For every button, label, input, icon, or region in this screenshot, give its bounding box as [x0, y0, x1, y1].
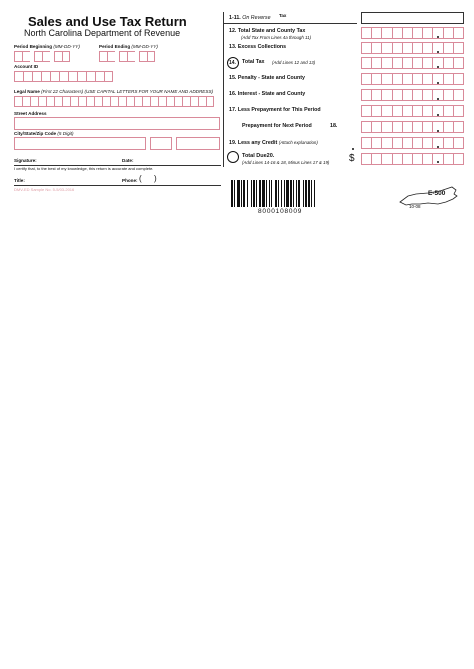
line-14-decimal: [437, 66, 439, 68]
line-11-tax: Tax: [279, 13, 287, 18]
street-address-field[interactable]: [14, 117, 220, 130]
north-carolina-outline-icon: [398, 182, 460, 213]
barcode-number: 8000108009: [258, 208, 303, 215]
line-20-field[interactable]: [361, 153, 464, 165]
line-14-label: Total Tax: [242, 59, 265, 65]
legal-name-field[interactable]: [14, 96, 214, 107]
line-16-decimal: [437, 98, 439, 100]
line-12-field[interactable]: [361, 27, 464, 39]
line-16-label: 16. Interest - State and County: [229, 91, 306, 97]
period-beginning-label: Period Beginning (MM-DD-YY): [14, 44, 80, 49]
barcode: [231, 180, 350, 207]
line-17-label: 17. Less Prepayment for This Period: [229, 107, 321, 113]
line-13-decimal: [437, 51, 439, 53]
title-line: [14, 185, 221, 186]
phone-paren-open: (: [139, 174, 142, 183]
city-state-zip-label: City/State/Zip Code (5 Digit): [14, 131, 74, 136]
line-15-decimal: [437, 82, 439, 84]
line-14-number: 14.: [229, 60, 236, 66]
line-19-field[interactable]: [361, 137, 464, 149]
line-20-label: Total Due20.: [242, 153, 275, 159]
account-id-field[interactable]: [14, 71, 113, 82]
footnote: DMV-ED Sample No. 5-5/03-2016: [14, 187, 75, 192]
street-address-label: Street Address: [14, 111, 47, 116]
line-14-field[interactable]: [361, 57, 464, 69]
phone-paren-close: ): [154, 174, 157, 183]
period-ending-label: Period Ending (MM-DD-YY): [99, 44, 158, 49]
period-ending-field[interactable]: [99, 51, 155, 62]
line-17-decimal: [437, 114, 439, 116]
line-14-note: (Add Lines 12 and 13): [272, 60, 316, 65]
line-18-label: Prepayment for Next Period: [242, 123, 312, 129]
line-15-field[interactable]: [361, 73, 464, 85]
title-label: Title:: [14, 178, 25, 183]
signature-label: Signature:: [14, 158, 37, 163]
form-title: Sales and Use Tax Return: [28, 14, 187, 29]
dollar-sign: $: [349, 153, 355, 164]
form-code: E-500: [428, 190, 446, 197]
state-field[interactable]: [150, 137, 172, 150]
line-16-field[interactable]: [361, 89, 464, 101]
line-12-label: 12. Total State and County Tax: [229, 28, 306, 34]
form-revision: 10-08: [409, 204, 421, 209]
line-13-label: 13. Excess Collections: [229, 44, 287, 50]
line-20-circle: [227, 151, 239, 163]
period-beginning-field[interactable]: [14, 51, 70, 62]
column-divider: [223, 12, 224, 167]
line-18-decimal: [437, 130, 439, 132]
line-19-decimal: [437, 146, 439, 148]
line-11-underline: [223, 23, 357, 24]
line-13-field[interactable]: [361, 42, 464, 54]
account-id-label: Account ID: [14, 64, 39, 69]
line-19-marker: [352, 148, 354, 150]
line-20-decimal: [437, 161, 439, 163]
line-18-field[interactable]: [361, 121, 464, 133]
legal-name-label: Legal Name (First 22 Characters) (USE CAPITAL LETTERS FOR YOUR NAME AND ADDRESS): [14, 89, 214, 94]
line-19-label: 19. Less any Credit (Attach explanation): [229, 140, 318, 146]
phone-label: Phone:: [122, 178, 138, 183]
date-label: Date:: [122, 158, 134, 163]
line-20-note: (Add Lines 14-16 & 18, Minus Lines 17 & 19): [242, 160, 330, 165]
line-18-number: 18.: [330, 123, 338, 129]
certify-statement: I certify that, to the best of my knowledge, this return is accurate and complete.: [14, 166, 154, 171]
line-11-field[interactable]: [361, 12, 464, 24]
zip-field[interactable]: [176, 137, 220, 150]
line-11-label: 1-11. On Reverse: [229, 15, 271, 21]
line-15-label: 15. Penalty - State and County: [229, 75, 305, 81]
city-field[interactable]: [14, 137, 146, 150]
form-subtitle: North Carolina Department of Revenue: [24, 28, 181, 38]
line-12-note: (Add Tax From Lines 4a through 11): [241, 35, 312, 40]
line-17-field[interactable]: [361, 105, 464, 117]
line-12-decimal: [437, 36, 439, 38]
